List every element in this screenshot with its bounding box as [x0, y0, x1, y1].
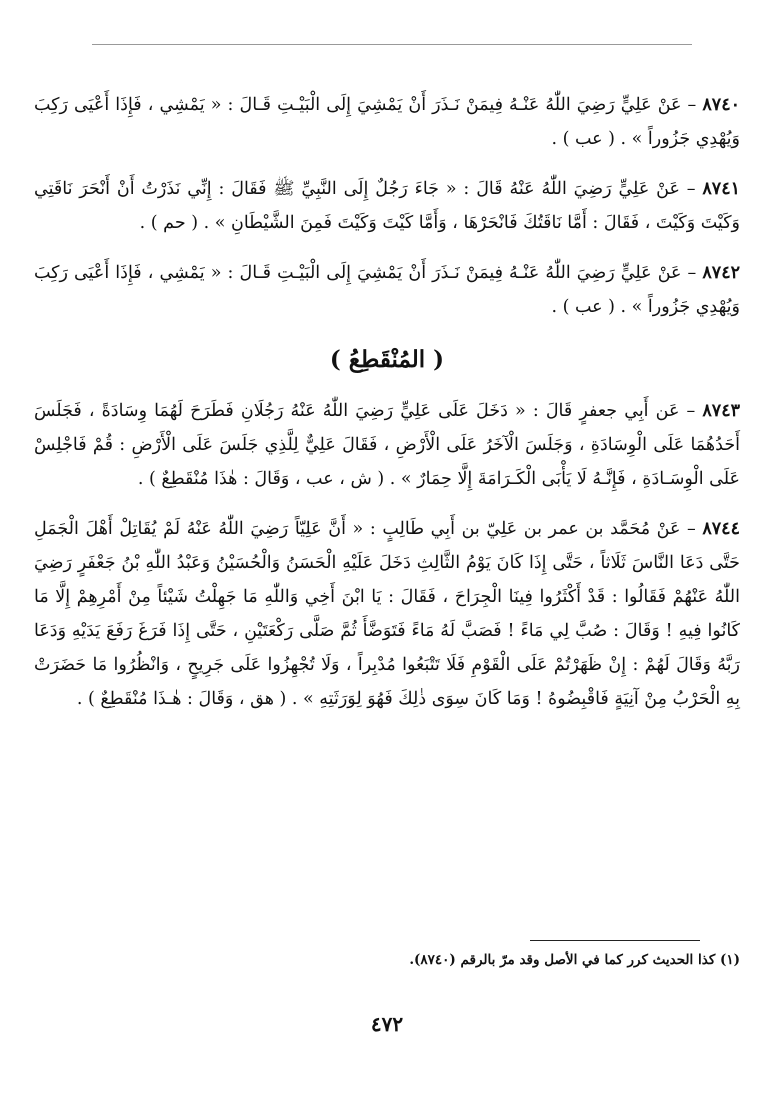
hadith-number: ٨٧٤٤	[702, 519, 740, 539]
hadith-entry-8741	[34, 172, 740, 240]
hadith-number: ٨٧٤٢	[702, 263, 740, 283]
hadith-number: ٨٧٤١	[702, 179, 740, 199]
hadith-entry-8743	[34, 394, 740, 496]
hadith-text: – عَنْ عَلِيٍّ رَضِيَ اللّٰهُ عَنْـهُ فِيمَنْ نَـذَرَ أَنْ يَمْشِيَ إِلَى الْبَيْـتِ قَـالَ : « يَمْشِي ، فَإِذَا أَعْيَى رَكِبَ وَيُهْدِي جَزُوراً » . ( عب ) .	[34, 263, 740, 317]
section-heading: ( المُنْقَطِعُ )	[329, 346, 445, 373]
hadith-number: ٨٧٤٠	[702, 95, 740, 115]
hadith-number: ٨٧٤٣	[702, 401, 740, 421]
page-body	[34, 88, 740, 732]
hadith-text: – عَنْ عَلِيٍّ رَضِيَ اللّٰهُ عَنْـهُ فِيمَنْ نَـذَرَ أَنْ يَمْشِيَ إِلَى الْبَيْـتِ قَـالَ : « يَمْشِي ، فَإِذَا أَعْيَى رَكِبَ وَيُهْدِي جَزُوراً » . ( عب ) .	[34, 95, 740, 149]
hadith-entry-8740	[34, 88, 740, 156]
hadith-text: – عَنْ عَلِيٍّ رَضِيَ اللّٰهُ عَنْهُ قَالَ : « جَاءَ رَجُلٌ إِلَى النَّبِيِّ ﷺ فَقَالَ : إِنِّي نَذَرْتُ أَنْ أَنْحَرَ نَاقَتِي وَكَيْتَ وَكَيْتَ ، فَقَالَ : أَمَّا نَاقَتُكَ فَانْحَرْهَا ، وَأَمَّا كَيْتَ وَكَيْتَ فَمِنَ الشَّيْطَانِ » . ( حم ) .	[34, 179, 740, 233]
hadith-text: – عَنْ مُحَمَّد بن عمر بن عَلِيّ بن أَبِي طَالِبٍ : « أَنَّ عَلِيّاً رَضِيَ اللّٰهُ عَنْهُ لَمْ يُقَاتِلْ أَهْلَ الْجَمَلِ حَتَّى دَعَا النَّاسَ ثَلَاثاً ، حَتَّى إِذَا كَانَ يَوْمُ الثَّالِثِ دَخَلَ عَلَيْهِ الْحَسَنُ وَالْحُسَيْنُ وَعَبْدُ اللّٰهِ بْنُ جَعْفَرٍ رَضِيَ اللّٰهُ عَنْهُمْ فَقَالُوا : قَدْ أَكْثَرُوا فِينَا الْجِرَاحَ ، فَقَالَ : يَا ابْنَ أَخِي وَاللّٰهِ مَا جَهِلْتُ شَيْئاً مِنْ أَمْرِهِمْ إِلَّا مَا كَانُوا فِيهِ ! وَقَالَ : صُبَّ لِي مَاءً ! فَصَبَّ لَهُ مَاءً فَتَوَضَّأَ ثُمَّ صَلَّى رَكْعَتَيْنِ ، حَتَّى إِذَا فَرَغَ رَفَعَ يَدَيْهِ وَدَعَا رَبَّهُ وَقَالَ لَهُمْ : إِنْ ظَهَرْتُمْ عَلَى الْقَوْمِ فَلَا تَتْبَعُوا مُدْبِراً ، وَلَا تُجْهِزُوا عَلَى جَرِيحٍ ، وَانْظُرُوا مَا حَضَرَتْ بِهِ الْحَرْبُ مِنْ آنِيَةٍ فَاقْبِضُوهُ ! وَمَا كَانَ سِوَى ذٰلِكَ فَهُوَ لِوَرَثَتِهِ » . ( هق ، وَقَالَ : هٰـذَا مُنْقَطِعٌ ) .	[34, 519, 740, 709]
hadith-text: – عَن أَبِي جعفرٍ قَالَ : « دَخَلَ عَلَى عَلِيٍّ رَضِيَ اللّٰهُ عَنْهُ رَجُلَانِ فَطَرَحَ لَهُمَا وِسَادَةً ، فَجَلَسَ أَحَدُهُمَا عَلَى الْوِسَادَةِ ، وَجَلَسَ الْآخَرُ عَلَى الْأَرْضِ ، فَقَالَ عَلِيٌّ لِلَّذِي جَلَسَ عَلَى الْأَرْضِ : قُمْ فَاجْلِسْ عَلَى الْوِسَـادَةِ ، فَإِنَّـهُ لَا يَأْبَى الْكَـرَامَةَ إِلَّا حِمَارٌ » . ( ش ، عب ، وَقَالَ : هٰذَا مُنْقَطِعٌ ) .	[34, 401, 740, 489]
page-number: ٤٧٢	[370, 1012, 404, 1036]
footnote-rule	[530, 940, 700, 941]
hadith-entry-8744	[34, 512, 740, 716]
footnote: (١) كذا الحديث كرر كما في الأصل وقد مرّ بالرقم (٨٧٤٠).	[409, 952, 740, 968]
header-rule	[92, 44, 692, 45]
hadith-entry-8742	[34, 256, 740, 324]
